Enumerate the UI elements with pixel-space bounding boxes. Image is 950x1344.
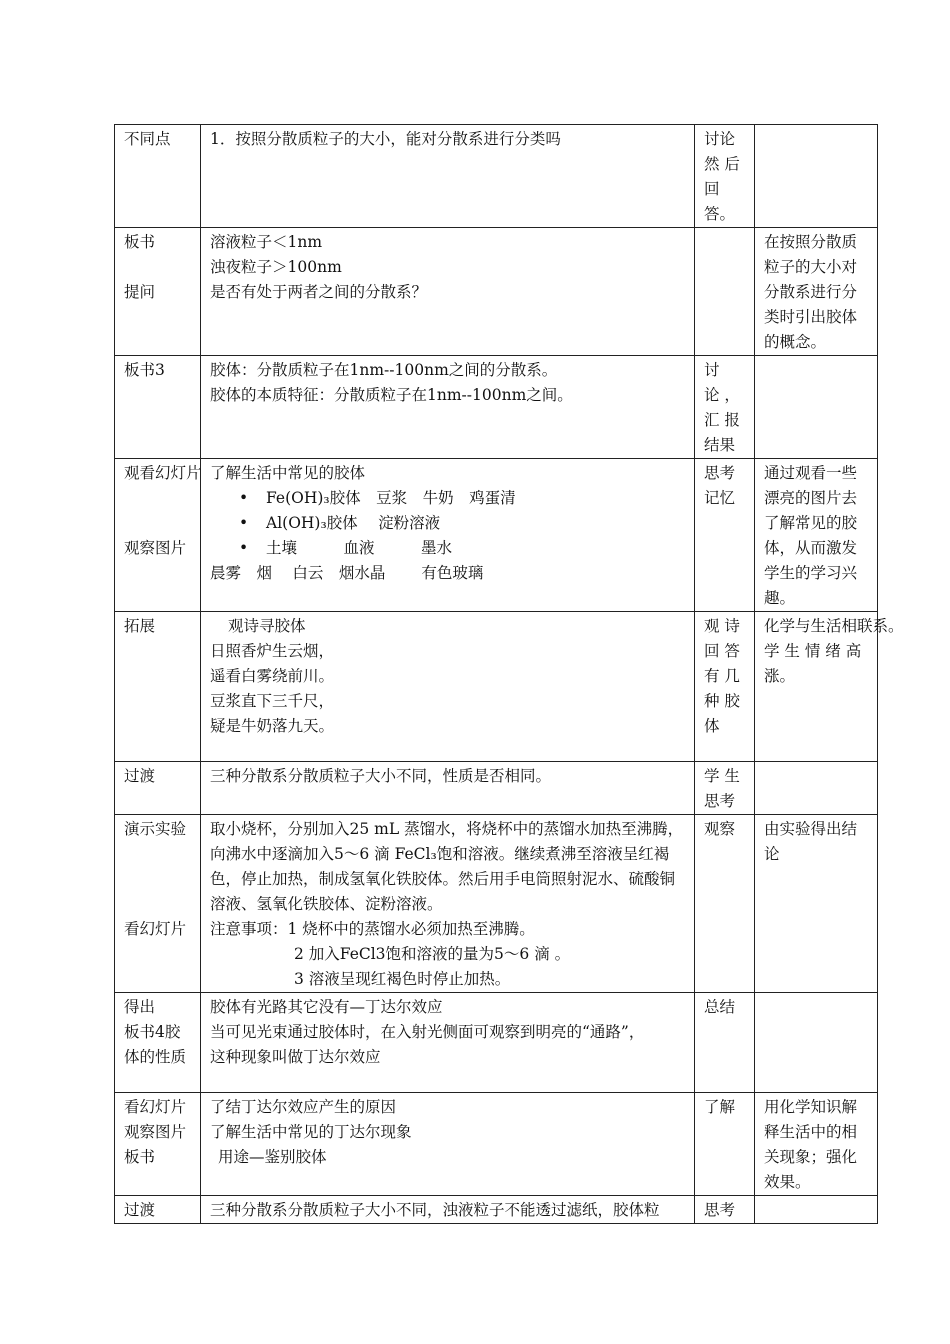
table-row <box>115 1093 878 1196</box>
bullet-dot-icon: • <box>239 514 249 532</box>
stage-cell: 过渡 <box>115 762 201 815</box>
content-cell: 胶体有光路其它没有—丁达尔效应 当可见光束通过胶体时，在入射光侧面可观察到明亮的“通路”， 这种现象叫做丁达尔效应 <box>201 993 695 1093</box>
stage-cell: 演示实验 看幻灯片 <box>115 815 201 993</box>
bullet-dot-icon: • <box>239 539 249 557</box>
lesson-plan-table <box>114 124 904 1224</box>
table-row <box>115 1196 878 1224</box>
stage-cell: 拓展 <box>115 612 201 762</box>
design-intent-cell <box>755 762 878 815</box>
table-row <box>115 356 878 459</box>
table-row <box>115 228 878 356</box>
table-row <box>115 125 878 228</box>
stage-cell: 不同点 <box>115 125 201 228</box>
content-cell: 1．按照分散质粒子的大小，能对分散系进行分类吗 <box>201 125 695 228</box>
stage-cell: 看幻灯片 观察图片 板书 <box>115 1093 201 1196</box>
stage-cell: 板书 提问 <box>115 228 201 356</box>
content-cell: 溶液粒子＜1nm 浊夜粒子＞100nm 是否有处于两者之间的分散系？ <box>201 228 695 356</box>
student-activity-cell <box>695 228 755 356</box>
design-intent-cell <box>755 1196 878 1224</box>
design-intent-cell: 在按照分散质粒子的大小对分散系进行分类时引出胶体的概念。 <box>755 228 878 356</box>
design-intent-cell: 化学与生活相联系。 学 生 情 绪 高涨。 <box>755 612 878 762</box>
student-activity-cell: 思考 记忆 <box>695 459 755 612</box>
student-activity-cell: 讨 论 ， 汇 报 结果 <box>695 356 755 459</box>
student-activity-cell: 了解 <box>695 1093 755 1196</box>
design-intent-cell: 由实验得出结论 <box>755 815 878 993</box>
content-cell: 胶体：分散质粒子在1nm--100nm之间的分散系。 胶体的本质特征：分散质粒子在1nm--100nm之间。 <box>201 356 695 459</box>
table-row <box>115 815 878 993</box>
student-activity-cell: 讨论 然 后 回 答。 <box>695 125 755 228</box>
design-intent-cell <box>755 356 878 459</box>
content-cell: 取小烧杯，分别加入25 mL 蒸馏水，将烧杯中的蒸馏水加热至沸腾，向沸水中逐滴加入5～6 滴 FeCl₃饱和溶液。继续煮沸至溶液呈红褐色，停止加热，制成氢氧化铁胶体。然后用手电筒照射泥水、硫酸铜溶液、氢氧化铁胶体、淀粉溶液。 注意事项：1 烧杯中的蒸馏水必须加热至沸腾。 2 加入FeCl3饱和溶液的量为5～6 滴 。 3 溶液呈现红褐色时停止加热。 <box>201 815 695 993</box>
design-intent-cell: 用化学知识解释生活中的相关现象；强化效果。 <box>755 1093 878 1196</box>
stage-cell: 过渡 <box>115 1196 201 1224</box>
table-row <box>115 612 878 762</box>
student-activity-cell: 总结 <box>695 993 755 1093</box>
content-cell: 三种分散系分散质粒子大小不同，性质是否相同。 <box>201 762 695 815</box>
student-activity-cell: 观 诗 回 答 有 几 种 胶 体 <box>695 612 755 762</box>
content-cell: 观诗寻胶体 日照香炉生云烟， 遥看白雾绕前川。 豆浆直下三千尺， 疑是牛奶落九天。 <box>201 612 695 762</box>
student-activity-cell: 学 生 思考 <box>695 762 755 815</box>
bullet-item: • 土壤 血液 墨水 <box>210 536 686 561</box>
content-cell: 了结丁达尔效应产生的原因 了解生活中常见的丁达尔现象 用途—鉴别胶体 <box>201 1093 695 1196</box>
table-row <box>115 459 878 612</box>
table-row <box>115 762 878 815</box>
stage-cell: 板书3 <box>115 356 201 459</box>
content-cell: 了解生活中常见的胶体 • Fe(OH)₃胶体 豆浆 牛奶 鸡蛋清 • Al(OH)₃胶体 淀粉溶液 • 土壤 血液 墨水 晨雾 烟 白云 烟水晶 有色玻璃 <box>201 459 695 612</box>
stage-cell: 观看幻灯片 观察图片 <box>115 459 201 612</box>
design-intent-cell <box>755 125 878 228</box>
student-activity-cell: 观察 <box>695 815 755 993</box>
bullet-item: • Fe(OH)₃胶体 豆浆 牛奶 鸡蛋清 <box>210 486 686 511</box>
notes-line: 注意事项：1 烧杯中的蒸馏水必须加热至沸腾。 <box>210 920 535 938</box>
student-activity-cell: 思考 <box>695 1196 755 1224</box>
bullet-dot-icon: • <box>239 489 249 507</box>
content-cell: 三种分散系分散质粒子大小不同，浊液粒子不能透过滤纸，胶体粒 <box>201 1196 695 1224</box>
design-intent-cell <box>755 993 878 1093</box>
design-intent-cell: 通过观看一些漂亮的图片去了解常见的胶体，从而激发学生的学习兴趣。 <box>755 459 878 612</box>
bullet-item: • Al(OH)₃胶体 淀粉溶液 <box>210 511 686 536</box>
table-row <box>115 993 878 1093</box>
stage-cell: 得出 板书4胶 体的性质 <box>115 993 201 1093</box>
